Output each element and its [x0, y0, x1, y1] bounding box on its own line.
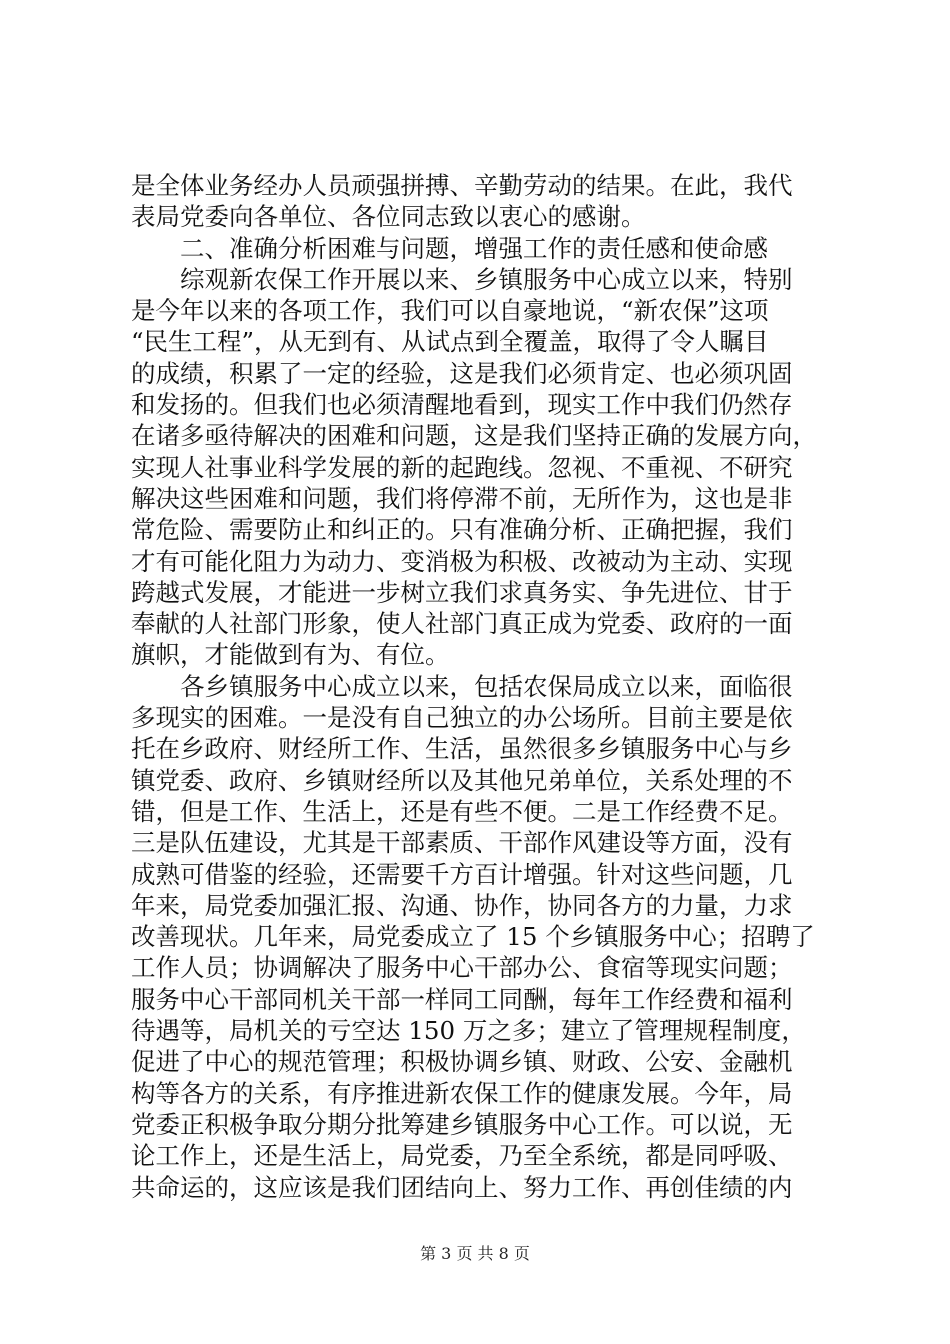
text-line: 实现人社事业科学发展的新的起跑线。忽视、不重视、不研究: [131, 452, 793, 482]
text-line: 服务中心干部同机关干部一样同工同酬，每年工作经费和福利: [131, 984, 793, 1014]
text-line: 论工作上，还是生活上，局党委，乃至全系统，都是同呼吸、: [131, 1141, 793, 1171]
text-line: 和发扬的。但我们也必须清醒地看到，现实工作中我们仍然存: [131, 390, 793, 420]
text-line: 常危险、需要防止和纠正的。只有准确分析、正确把握，我们: [131, 515, 793, 545]
text-line: 的成绩，积累了一定的经验，这是我们必须肯定、也必须巩固: [131, 358, 793, 388]
text-line: 才有可能化阻力为动力、变消极为积极、改被动为主动、实现: [131, 546, 793, 576]
text-line: “民生工程”，从无到有、从试点到全覆盖，取得了令人瞩目: [131, 327, 769, 357]
text-line: 年来，局党委加强汇报、沟通、协作，协同各方的力量，力求: [131, 890, 793, 920]
text-line: 成熟可借鉴的经验，还需要千方百计增强。针对这些问题，几: [131, 859, 793, 889]
text-line: 镇党委、政府、乡镇财经所以及其他兄弟单位，关系处理的不: [131, 765, 793, 795]
text-line: 解决这些困难和问题，我们将停滞不前，无所作为，这也是非: [131, 483, 793, 513]
text-line: 是今年以来的各项工作，我们可以自豪地说，“新农保”这项: [131, 296, 769, 326]
text-line: 改善现状。几年来，局党委成立了 15 个乡镇服务中心；招聘了: [131, 922, 815, 952]
text-line: 跨越式发展，才能进一步树立我们求真务实、争先进位、甘于: [131, 577, 793, 607]
text-line: 在诸多亟待解决的困难和问题，这是我们坚持正确的发展方向，: [131, 421, 817, 451]
text-line: 多现实的困难。一是没有自己独立的办公场所。目前主要是依: [131, 703, 793, 733]
text-line: 表局党委向各单位、各位同志致以衷心的感谢。: [131, 202, 646, 232]
text-line: 各乡镇服务中心成立以来，包括农保局成立以来，面临很: [131, 671, 793, 701]
text-line: 工作人员；协调解决了服务中心干部办公、食宿等现实问题；: [131, 953, 793, 983]
text-line: 奉献的人社部门形象，使人社部门真正成为党委、政府的一面: [131, 609, 793, 639]
text-line: 构等各方的关系，有序推进新农保工作的健康发展。今年，局: [131, 1078, 793, 1108]
text-line: 待遇等，局机关的亏空达 150 万之多；建立了管理规程制度，: [131, 1016, 806, 1046]
text-line: 三是队伍建设，尤其是干部素质、干部作风建设等方面，没有: [131, 828, 793, 858]
page-footer: 第 3 页 共 8 页: [420, 1244, 530, 1263]
text-line: 错，但是工作、生活上，还是有些不便。二是工作经费不足。: [131, 796, 793, 826]
text-line: 党委正积极争取分期分批筹建乡镇服务中心工作。可以说，无: [131, 1109, 793, 1139]
text-line: 旗帜，才能做到有为、有位。: [131, 640, 450, 670]
text-line: 共命运的，这应该是我们团结向上、努力工作、再创佳绩的内: [131, 1172, 793, 1202]
text-line: 二、准确分析困难与问题，增强工作的责任感和使命感: [131, 233, 768, 263]
text-line: 托在乡政府、财经所工作、生活，虽然很多乡镇服务中心与乡: [131, 734, 793, 764]
text-line: 是全体业务经办人员顽强拼搏、辛勤劳动的结果。在此，我代: [131, 171, 793, 200]
text-line: 促进了中心的规范管理；积极协调乡镇、财政、公安、金融机: [131, 1047, 793, 1077]
body-text: [131, 170, 821, 1203]
text-line: 综观新农保工作开展以来、乡镇服务中心成立以来，特别: [131, 264, 793, 294]
